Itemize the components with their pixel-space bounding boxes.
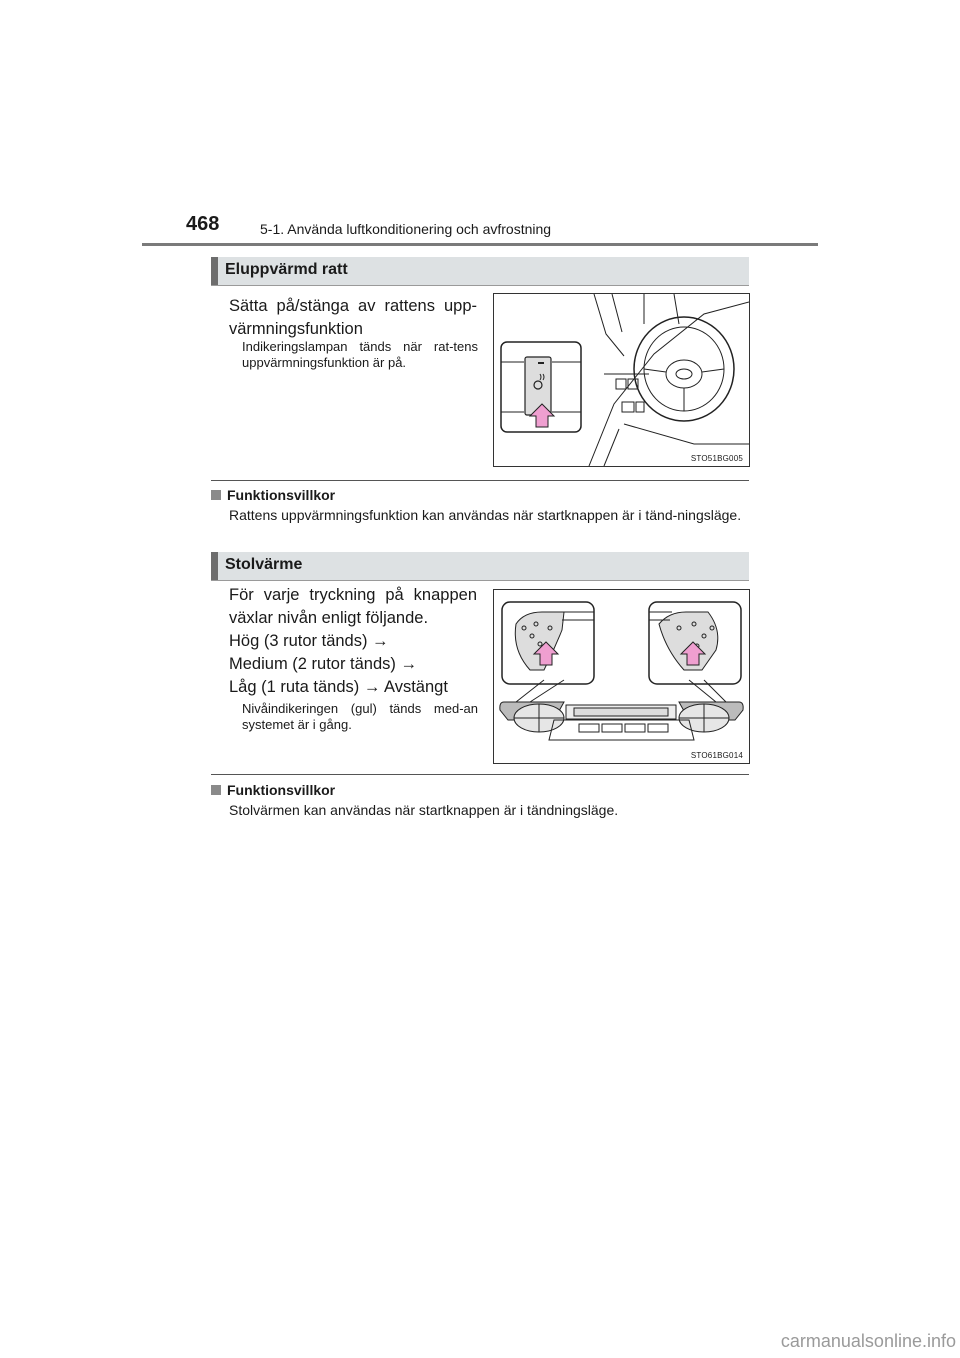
page-number: 468 <box>186 213 220 235</box>
header-rule <box>142 243 818 246</box>
section-marker <box>211 257 218 285</box>
lead-line: Hög (3 rutor tänds) → <box>229 632 389 650</box>
section-underline <box>211 580 749 581</box>
condition-heading <box>211 487 335 503</box>
condition-text: Stolvärmen kan användas när startknappen är i tändningsläge. <box>229 802 619 818</box>
watermark: carmanualsonline.info <box>780 1331 956 1351</box>
figure-code: STO61BG014 <box>690 751 743 760</box>
steering-wheel-figure <box>493 293 750 467</box>
condition-text: Rattens uppvärmningsfunktion kan användas när startknappen är i tänd-ningsläge. <box>229 507 742 523</box>
square-bullet-icon <box>211 785 221 795</box>
chapter-title: 5-1. Använda luftkonditionering och avfrostning <box>260 221 552 237</box>
heated-wheel-note: Indikeringslampan tänds när rat-tens uppvärmningsfunktion är på. <box>242 339 478 370</box>
section-underline <box>211 285 749 286</box>
section-title: Stolvärme <box>225 556 303 573</box>
lead-line: För varje tryckning på knappen <box>229 586 477 604</box>
section-heading-seat-heater <box>211 552 749 580</box>
square-bullet-icon <box>211 490 221 500</box>
section-marker <box>211 552 218 580</box>
seat-heater-figure <box>493 589 750 764</box>
separator-line <box>211 774 749 775</box>
seat-heater-illustration <box>494 590 749 763</box>
seat-heater-instruction <box>229 584 477 699</box>
section-heading-heated-wheel <box>211 257 749 285</box>
section-title: Eluppvärmd ratt <box>225 261 348 278</box>
heated-wheel-instruction: Sätta på/stänga av rattens upp-värmningsfunktion <box>229 297 477 338</box>
steering-wheel-illustration <box>494 294 749 466</box>
separator-line <box>211 480 749 481</box>
lead-line: Medium (2 rutor tänds) → <box>229 655 417 673</box>
lead-line: Låg (1 ruta tänds) → Avstängt <box>229 678 448 696</box>
condition-heading-label: Funktionsvillkor <box>227 782 336 798</box>
figure-code: STO51BG005 <box>690 454 743 463</box>
seat-heater-note: Nivåindikeringen (gul) tänds med-an systemet är i gång. <box>242 701 478 732</box>
lead-line: växlar nivån enligt följande. <box>229 609 429 627</box>
condition-heading <box>211 782 335 798</box>
condition-heading-label: Funktionsvillkor <box>227 487 336 503</box>
